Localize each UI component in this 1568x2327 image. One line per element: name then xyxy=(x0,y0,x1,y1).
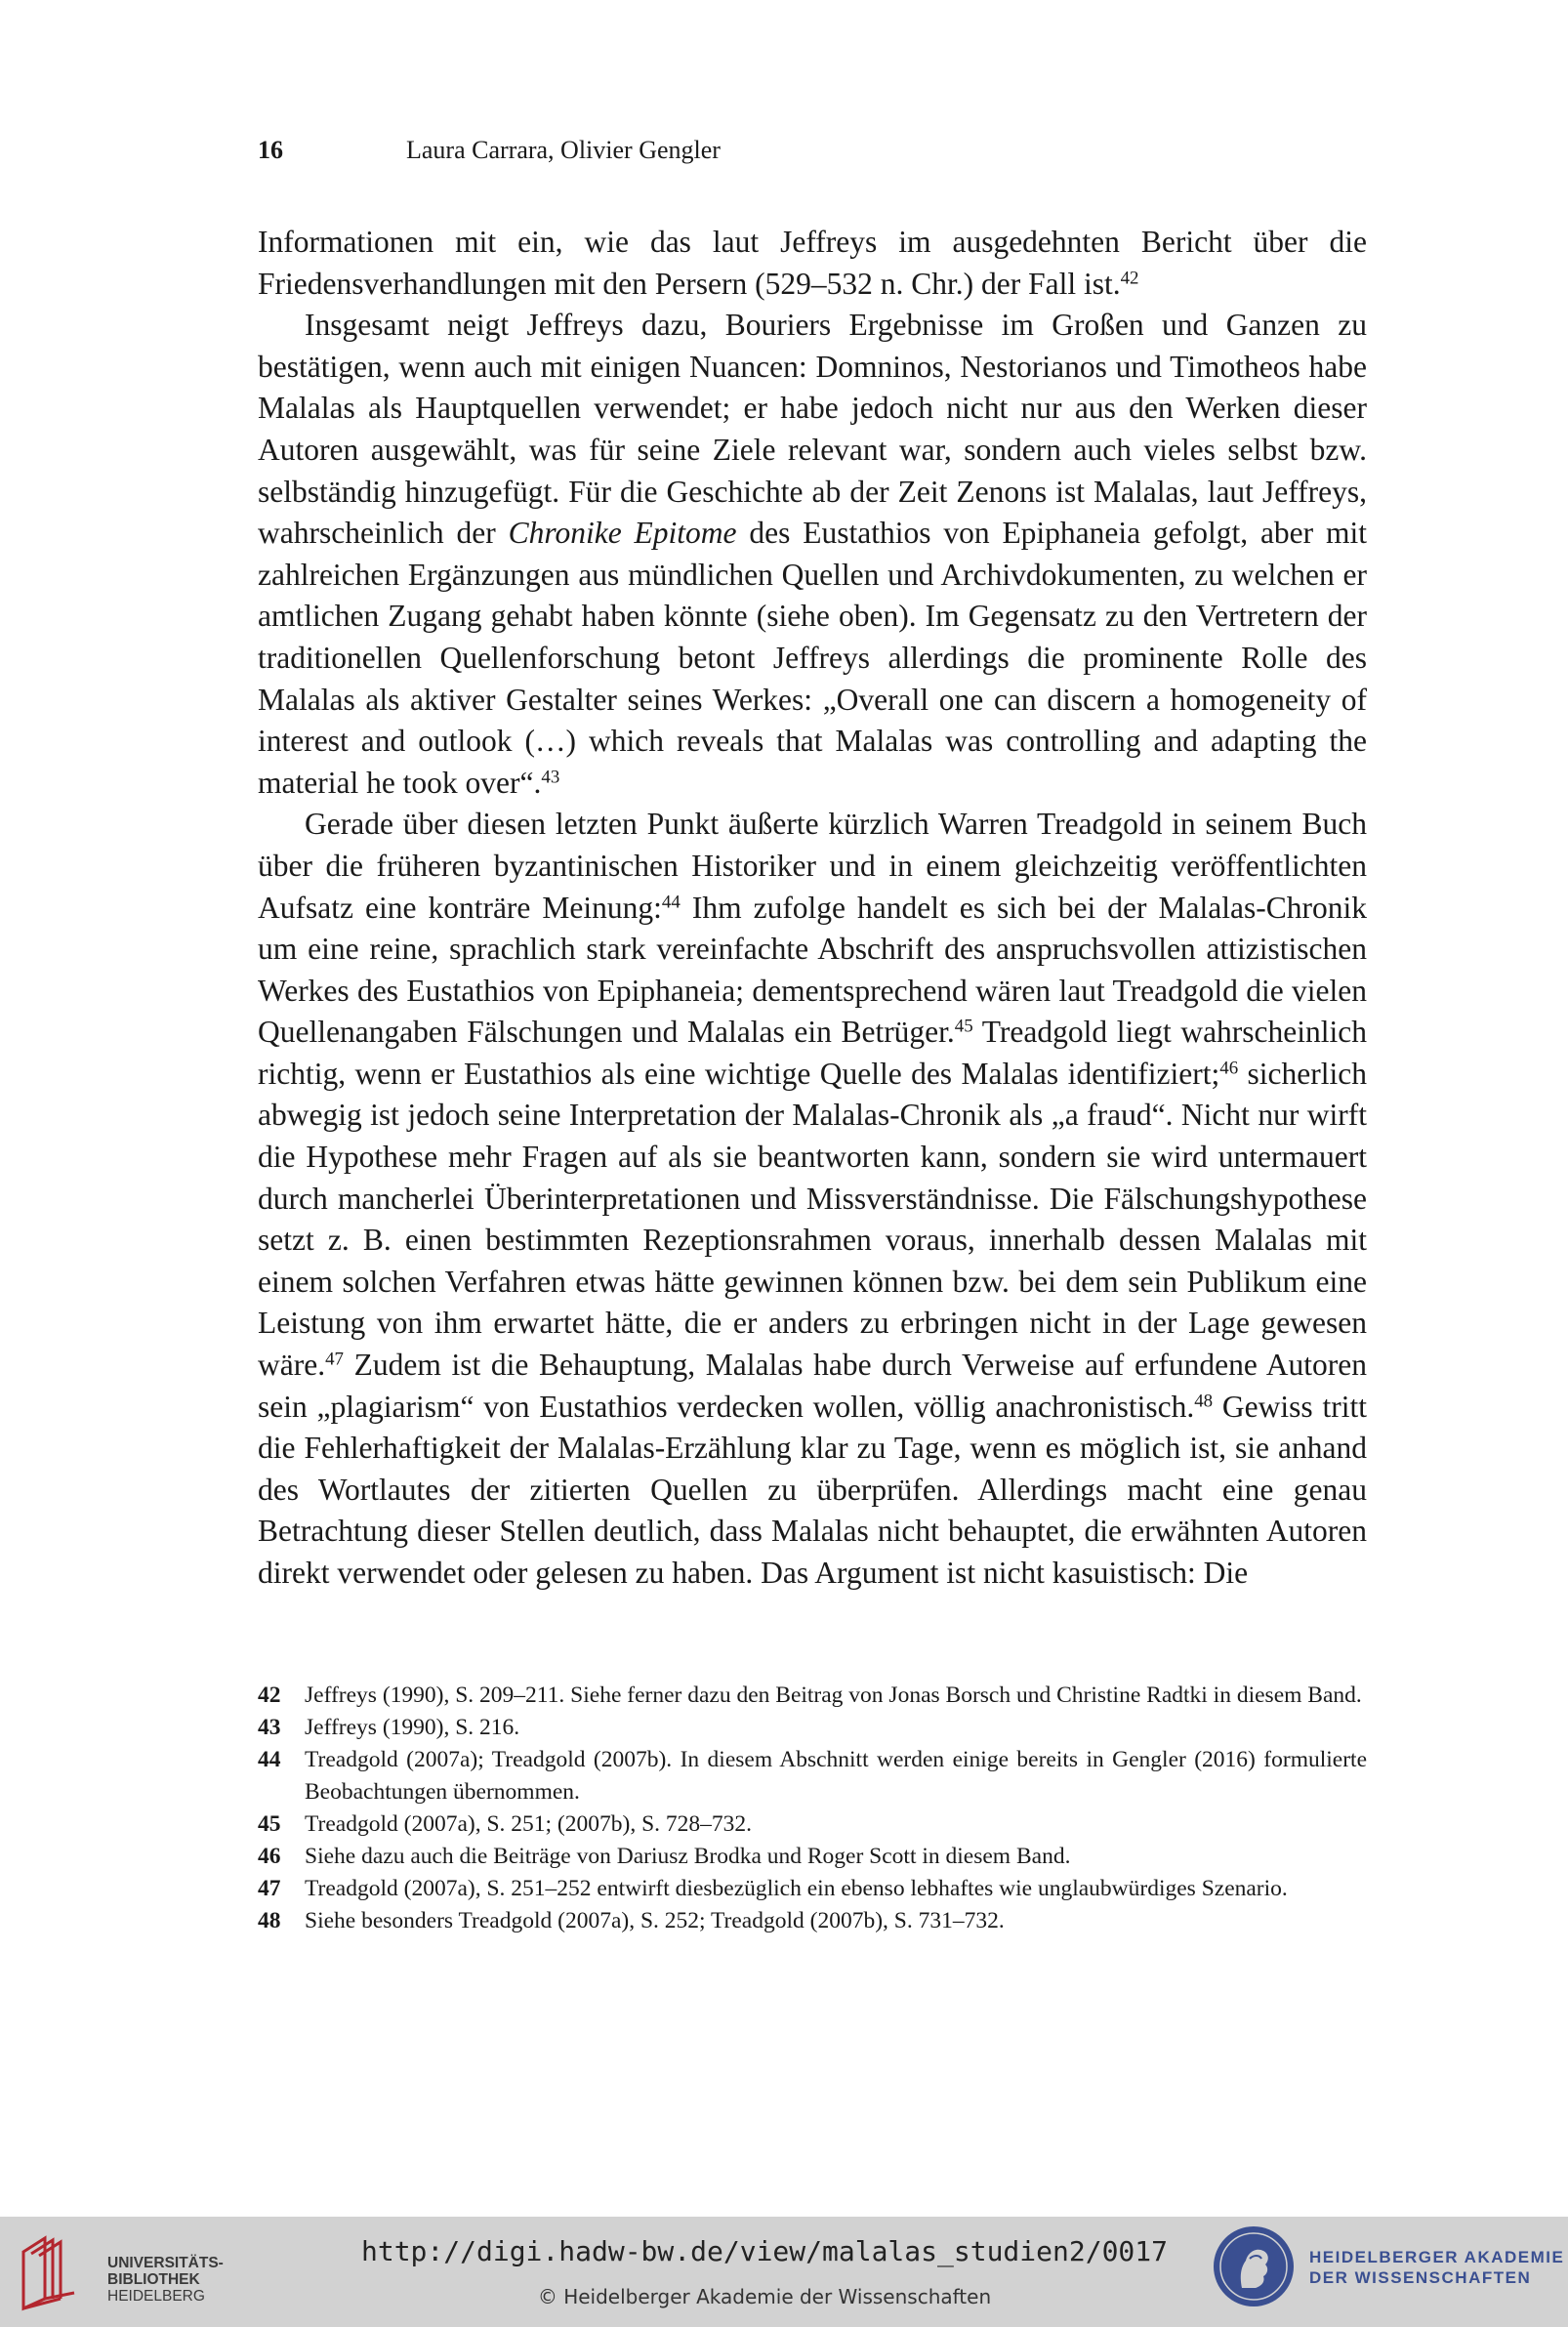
footnote-ref-43[interactable]: 43 xyxy=(541,767,560,788)
ub-logo-line-1: UNIVERSITÄTS- xyxy=(107,2255,224,2271)
hadw-logo-text[interactable] xyxy=(1309,2247,1564,2288)
ub-logo-line-3: HEIDELBERG xyxy=(107,2288,205,2305)
page-number: 16 xyxy=(258,136,283,164)
footnote-ref-47[interactable]: 47 xyxy=(325,1349,344,1370)
paragraph-3: Gerade über diesen letzten Punkt äußerte kürzlich Warren Treadgold in seinem Buch über die früheren byzantinischen Historiker und in einem gleichzeitig veröffentlichten Aufsatz eine konträre Meinung:$^{44}$ Ihm zufolge handelt es sich bei der Malalas-Chronik um eine reine, sprachlich stark vereinfachte Abschrift des anspruchsvollen attizistischen Werkes des Eustathios von Epiphaneia; dementsprechend wären laut Treadgold die vielen Quellenangaben Fälschungen und Malalas ein Betrüger.$^{45}$ Treadgold liegt wahrscheinlich richtig, wenn er Eustathios als eine wichtige Quelle des Malalas identifiziert;$^{46}$ sicherlich abwegig ist jedoch seine Interpretation der Malalas-Chronik als „a fraud“. Nicht nur wirft die Hypothese mehr Fragen auf als sie beantworten kann, sondern sie wird untermauert durch mancherlei Überinterpretationen und Missverständnisse. Die Fälschungshypothese setzt z. B. einen bestimmten Rezeptionsrahmen voraus, innerhalb dessen Malalas mit einem solchen Verfahren etwas hätte gewinnen können bzw. bei dem sein Publikum eine Leistung von ihm erwartet hätte, die er anders zu erbringen nicht in der Lage gewesen wäre.$^{47}$ Zudem ist die Behauptung, Malalas habe durch Verweise auf erfundene Autoren sein „plagiarism“ von Eustathios verdecken wollen, völlig anachronistisch.$^{48}$ Gewiss tritt die Fehlerhaftigkeit der Malalas-Erzählung klar zu Tage, wenn es möglich ist, sie anhand des Wortlautes der zitierten Quellen zu überprüfen. Allerdings macht eine genau Betrachtung dieser Stellen deutlich, dass Malalas nicht behauptet, die erwähnten Autoren direkt verwendet oder gelesen zu haben. Das Argument ist nicht kasuistisch: Die xyxy=(258,807,1367,1590)
paragraph-2: Insgesamt neigt Jeffreys dazu, Bouriers Ergebnisse im Großen und Ganzen zu bestätigen, wenn auch mit einigen Nuancen: Domninos, Nestorianos und Timotheos habe Malalas als Hauptquellen verwendet; er habe jedoch nicht nur aus den Werken dieser Autoren ausgewählt, was für seine Ziele relevant war, sondern auch vieles selbst bzw. selbständig hinzugefügt. Für die Geschichte ab der Zeit Zenons ist Malalas, laut Jeffreys, wahrscheinlich der Chronike Epitome des Eustathios von Epiphaneia gefolgt, aber mit zahlreichen Ergänzungen aus mündlichen Quellen und Archivdokumenten, zu welchen er amtlichen Zugang gehabt haben könnte (siehe oben). Im Gegensatz zu den Vertretern der traditionellen Quellenforschung betont Jeffreys allerdings die prominente Rolle des Malalas als aktiver Gestalter seines Werkes: „Overall one can discern a homogeneity of interest and outlook (…) which reveals that Malalas was controlling and adapting the material he took over“.$^{43}$ xyxy=(258,308,1368,800)
copyright-notice: © Heidelberger Akademie der Wissenschaften xyxy=(537,2285,992,2308)
footnote-45: 45 Treadgold (2007a), S. 251; (2007b), S. 728–732. xyxy=(258,1811,753,1837)
footnote-ref-44[interactable]: 44 xyxy=(661,892,681,913)
footnote-48: 48 Siehe besonders Treadgold (2007a), S. 252; Treadgold (2007b), S. 731–732. xyxy=(258,1908,1005,1933)
footnotes xyxy=(258,1680,1367,1937)
permalink[interactable]: http://digi.hadw-bw.de/view/malalas_studien2/0017 xyxy=(360,2235,1168,2267)
footnote-ref-42[interactable]: 42 xyxy=(1120,268,1139,289)
hadw-line-2: DER WISSENSCHAFTEN xyxy=(1309,2268,1532,2287)
footnote-42: 42 Jeffreys (1990), S. 209–211. Siehe ferner dazu den Beitrag von Jonas Borsch und Christine Radtki in diesem Band. xyxy=(258,1683,1362,1708)
footnote-ref-46[interactable]: 46 xyxy=(1219,1058,1239,1079)
hadw-line-1: HEIDELBERGER AKADEMIE xyxy=(1309,2248,1565,2266)
footnote-46: 46 Siehe dazu auch die Beiträge von Dariusz Brodka und Roger Scott in diesem Band. xyxy=(258,1844,1071,1869)
footnote-ref-45[interactable]: 45 xyxy=(954,1016,973,1037)
main-text xyxy=(258,222,1367,1595)
footnote-43: 43 Jeffreys (1990), S. 216. xyxy=(258,1715,520,1740)
italic-title: Chronike Epitome xyxy=(508,516,737,551)
ub-logo-line-2: BIBLIOTHEK xyxy=(107,2271,200,2288)
footnote-ref-48[interactable]: 48 xyxy=(1194,1391,1214,1412)
running-head xyxy=(258,131,1367,170)
footnote-47: 47 Treadgold (2007a), S. 251–252 entwirft diesbezüglich ein ebenso lebhaftes wie unglaubwürdiges Szenario. xyxy=(258,1876,1288,1901)
hadw-seal-icon[interactable] xyxy=(1211,2223,1297,2309)
footnote-44: 44 Treadgold (2007a); Treadgold (2007b). In diesem Abschnitt werden einige bereits in Gengler (2016) formulierte Beobachtungen übernommen. xyxy=(258,1747,1367,1805)
paragraph-1: Informationen mit ein, wie das laut Jeffreys im ausgedehnten Bericht über die Friedensverhandlungen mit den Persern (529–532 n. Chr.) der Fall ist.$^{42}$ xyxy=(258,225,1367,301)
running-head-authors: Laura Carrara, Olivier Gengler xyxy=(406,136,721,164)
